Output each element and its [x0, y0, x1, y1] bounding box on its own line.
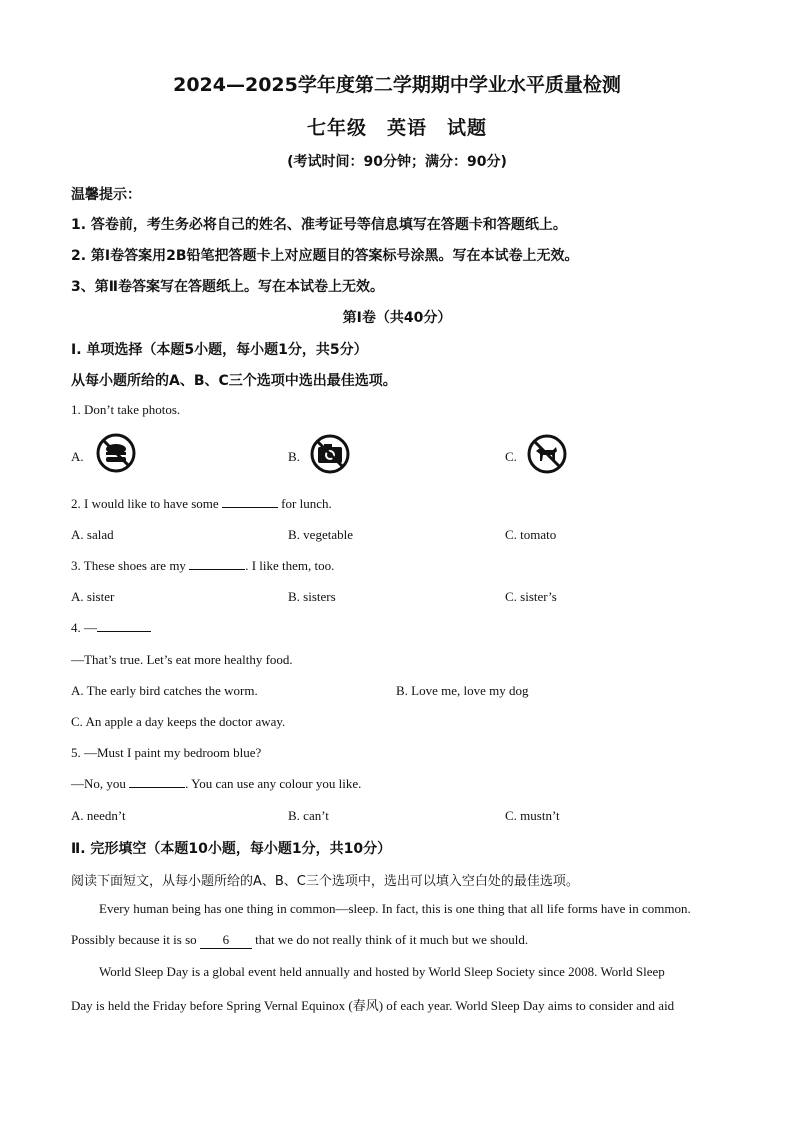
- q4-option-a: A. The early bird catches the worm.: [71, 683, 258, 698]
- q5-option-a: A. needn’t: [71, 808, 126, 823]
- answer-blank: [189, 558, 245, 570]
- q5-option-c: C. mustn’t: [505, 808, 560, 823]
- question-4-reply: —That’s true. Let’s eat more healthy food.: [71, 652, 293, 667]
- q1-option-a-label: A.: [71, 449, 84, 464]
- part2-section-title: Ⅱ. 完形填空（本题10小题，每小题1分，共10分）: [71, 841, 392, 857]
- no-fast-food-sign-icon: [95, 432, 137, 474]
- q2-option-c: C. tomato: [505, 527, 557, 542]
- exam-info: (考试时间：90分钟；满分：90分): [287, 154, 507, 170]
- question-3-stem: 3. These shoes are my . I like them, too.: [71, 558, 335, 573]
- answer-blank: [222, 496, 278, 508]
- q4-option-c: C. An apple a day keeps the doctor away.: [71, 714, 286, 729]
- q1-option-c-label: C.: [505, 449, 517, 464]
- q1-option-b-label: B.: [288, 449, 300, 464]
- part1-instruction: 从每小题所给的A、B、C三个选项中选出最佳选项。: [71, 373, 397, 389]
- passage-para2-line2: Day is held the Friday before Spring Vernal Equinox (春风) of each year. World Sleep Day aims to consider and aid: [71, 998, 675, 1013]
- q3-option-b: B. sisters: [288, 589, 336, 604]
- question-2-stem: 2. I would like to have some for lunch.: [71, 496, 332, 511]
- blank-number: 6: [200, 932, 252, 949]
- kind-label: 试题: [447, 117, 488, 139]
- part1-section-title: I. 单项选择（本题5小题，每小题1分，共5分）: [71, 342, 368, 358]
- question-1-stem: 1. Don’t take photos.: [71, 402, 181, 417]
- part2-instruction: 阅读下面短文，从每小题所给的A、B、C三个选项中，选出可以填入空白处的最佳选项。: [71, 874, 579, 889]
- q2-option-a: A. salad: [71, 527, 114, 542]
- q5-option-b: B. can’t: [288, 808, 329, 823]
- passage-para2-line1: World Sleep Day is a global event held annually and hosted by World Sleep Society since 2008. World Sleep: [99, 964, 665, 979]
- no-dogs-sign-icon: [526, 433, 568, 475]
- exam-subtitle: [0, 113, 794, 140]
- notice-item-2: 2. 第Ⅰ卷答案用2B铅笔把答题卡上对应题目的答案标号涂黑。写在本试卷上无效。: [71, 248, 579, 264]
- passage-para1-line2: Possibly because it is so 6 that we do not really think of it much but we should.: [71, 932, 529, 947]
- subject-label: 英语: [386, 117, 427, 139]
- question-4-stem: 4. —: [71, 620, 723, 636]
- q2-option-b: B. vegetable: [288, 527, 353, 542]
- no-camera-sign-icon: [309, 433, 351, 475]
- part1-title: 第Ⅰ卷（共40分）: [342, 310, 452, 326]
- exam-title: 2024—2025学年度第二学期期中学业水平质量检测: [173, 74, 621, 96]
- grade-label: 七年级: [306, 117, 367, 139]
- notice-item-3: 3、第Ⅱ卷答案写在答题纸上。写在本试卷上无效。: [71, 279, 384, 295]
- passage-para1-line1: Every human being has one thing in common—sleep. In fact, this is one thing that all life forms have in common.: [99, 901, 691, 916]
- q3-option-c: C. sister’s: [505, 589, 557, 604]
- answer-blank: [129, 776, 185, 788]
- q4-option-b: B. Love me, love my dog: [396, 683, 529, 698]
- question-5-reply: —No, you . You can use any colour you like.: [71, 776, 362, 791]
- q3-option-a: A. sister: [71, 589, 115, 604]
- question-5-stem: 5. —Must I paint my bedroom blue?: [71, 745, 262, 760]
- notice-heading: 温馨提示：: [71, 187, 141, 203]
- answer-blank: [97, 620, 151, 632]
- notice-item-1: 1. 答卷前，考生务必将自己的姓名、准考证号等信息填写在答题卡和答题纸上。: [71, 217, 567, 233]
